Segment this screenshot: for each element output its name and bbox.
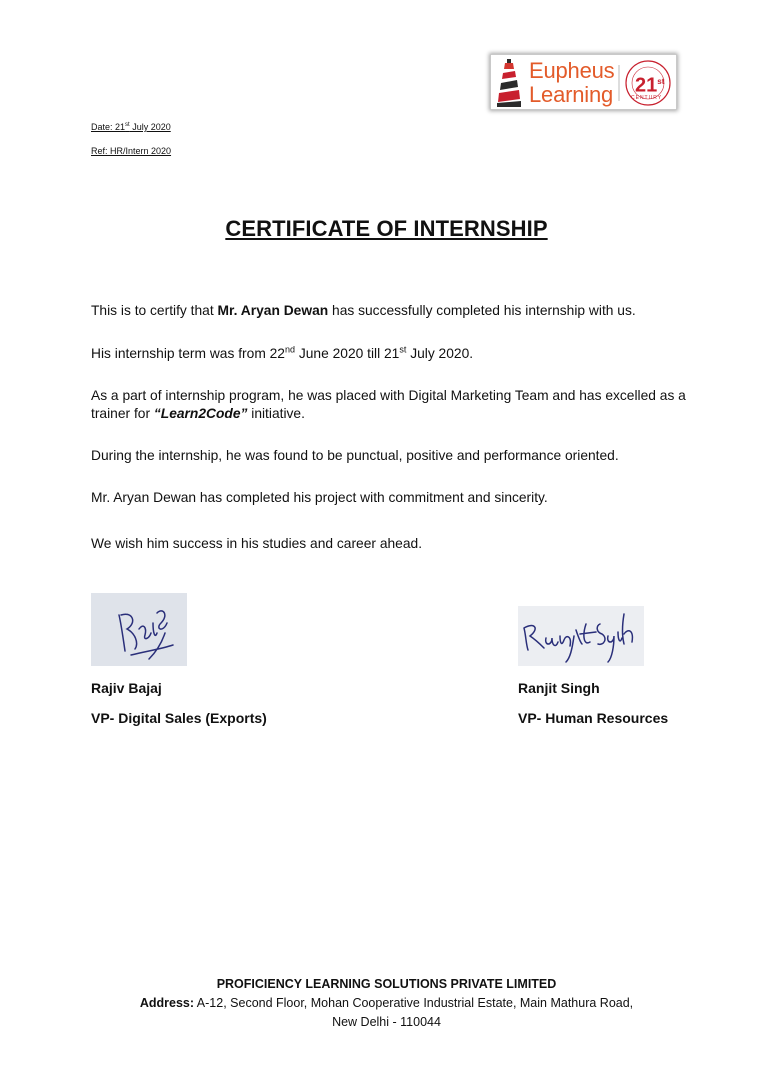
- intern-name: Mr. Aryan Dewan: [217, 303, 329, 318]
- company-logo: [490, 54, 677, 110]
- logo-badge-text: CENTURY: [631, 95, 663, 101]
- logo-text-line2: Learning: [529, 82, 614, 107]
- logo-badge-number: 21st: [635, 74, 665, 97]
- signatory-1-title: VP- Digital Sales (Exports): [91, 710, 267, 726]
- certificate-title: CERTIFICATE OF INTERNSHIP: [225, 216, 548, 241]
- paragraph-conduct: During the internship, he was found to be punctual, positive and performance oriented.: [91, 448, 619, 463]
- signatory-2-name: Ranjit Singh: [518, 680, 600, 696]
- paragraph-certify: This is to certify that Mr. Aryan Dewan has successfully completed his internship with us.: [91, 303, 636, 318]
- reference-line: Ref: HR/Intern 2020: [91, 146, 172, 156]
- paragraph-wishes: We wish him success in his studies and career ahead.: [91, 536, 423, 551]
- program-name: “Learn2Code”: [153, 406, 248, 421]
- footer-company-name: PROFICIENCY LEARNING SOLUTIONS PRIVATE LIMITED: [216, 977, 557, 991]
- paragraph-program: As a part of internship program, he was placed with Digital Marketing Team and has excelled as a trainer for “Learn2Code” initiative.: [91, 388, 686, 421]
- paragraph-completion: Mr. Aryan Dewan has completed his project with commitment and sincerity.: [91, 490, 548, 505]
- signatory-1-name: Rajiv Bajaj: [91, 680, 162, 696]
- footer-address-line1: Address: A-12, Second Floor, Mohan Cooperative Industrial Estate, Main Mathura Road,: [139, 996, 634, 1010]
- paragraph-term: His internship term was from 22nd June 2020 till 21st July 2020.: [91, 344, 474, 361]
- signature-rajiv-bajaj: [91, 593, 187, 666]
- logo-text-line1: Eupheus: [529, 58, 615, 83]
- date-line: Date: 21st July 2020: [91, 122, 171, 132]
- footer-address-line2: New Delhi - 110044: [332, 1015, 441, 1029]
- signatory-2-title: VP- Human Resources: [518, 710, 669, 726]
- signature-ranjit-singh: [518, 606, 644, 666]
